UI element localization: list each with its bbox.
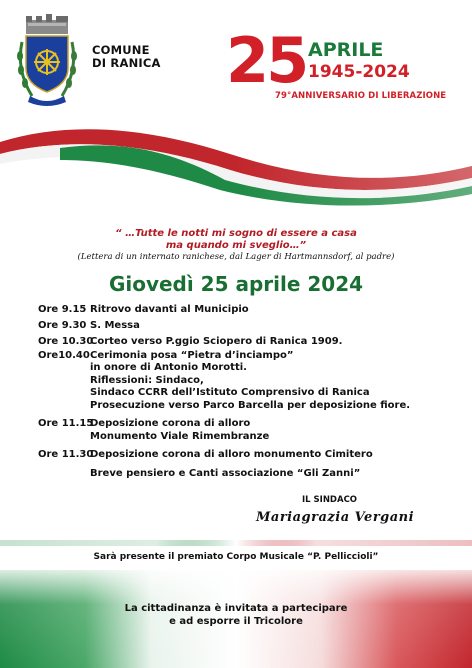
- tricolour-divider: [0, 540, 472, 546]
- programme-item: [38, 304, 458, 317]
- programme-description: Deposizione corona di alloro monumento Cimitero: [90, 449, 373, 460]
- mayor-signature: Mariagrazia Vergani: [256, 510, 415, 525]
- anniversary-label: 79°ANNIVERSARIO DI LIBERAZIONE: [275, 91, 447, 101]
- years-label: 1945-2024: [308, 62, 410, 82]
- programme-list: [38, 304, 458, 486]
- tricolour-wave-graphic: [0, 100, 472, 210]
- programme-description: Cerimonia posa “Pietra d’inciampo” in onore di Antonio Morotti. Riflessioni: Sindaco, Sindaco CCRR dell’Istituto Comprensivo di Ranica Prosecuzione verso Parco Barcella per deposizione fiore.: [90, 349, 411, 411]
- band-notice: Sarà presente il premiato Corpo Musicale “P. Pelliccioli”: [93, 552, 379, 562]
- programme-time: Ore 11.15: [38, 418, 94, 429]
- programme-item: [38, 350, 458, 413]
- quote-line-1: “ …Tutte le notti mi sogno di essere a casa: [115, 228, 357, 239]
- programme-time: Ore 9.30: [38, 319, 87, 331]
- programme-description: Ritrovo davanti al Municipio: [90, 304, 249, 315]
- programme-item: [38, 468, 458, 481]
- programme-time: Ore 10.30: [38, 336, 94, 347]
- programme-time: [38, 468, 78, 481]
- programme-item: [38, 449, 458, 462]
- programme-time: Ore10.40: [38, 349, 90, 361]
- invitation-line-2: e ad esporre il Tricolore: [169, 616, 303, 627]
- programme-description: Corteo verso P.ggio Sciopero di Ranica 1909.: [90, 336, 343, 347]
- programme-item: [38, 418, 458, 443]
- day-number: 25: [226, 24, 307, 97]
- programme-description: Breve pensiero e Canti associazione “Gli Zanni”: [90, 467, 361, 479]
- quote-line-2: ma quando mi sveglio…”: [165, 240, 307, 251]
- programme-item: [38, 320, 458, 333]
- programme-item: [38, 336, 458, 349]
- month-label: APRILE: [308, 39, 384, 61]
- invitation-line-1: La cittadinanza è invitata a partecipare: [124, 603, 348, 614]
- programme-time: Ore 9.15: [38, 304, 87, 315]
- comune-line-1: COMUNE: [92, 43, 150, 57]
- programme-time: Ore 11.30: [38, 449, 94, 460]
- quote-source: (Lettera di un internato ranichese, dal Lager di Hartmannsdorf, al padre): [77, 252, 395, 262]
- mayor-label: IL SINDACO: [302, 495, 358, 505]
- comune-line-2: DI RANICA: [92, 56, 161, 70]
- ranica-coat-of-arms-icon: [12, 12, 82, 110]
- programme-description: Deposizione corona di alloro Monumento Viale Rimembranze: [90, 418, 270, 442]
- event-date: Giovedì 25 aprile 2024: [108, 272, 364, 296]
- municipality-name: [92, 44, 161, 70]
- programme-description: S. Messa: [90, 319, 140, 331]
